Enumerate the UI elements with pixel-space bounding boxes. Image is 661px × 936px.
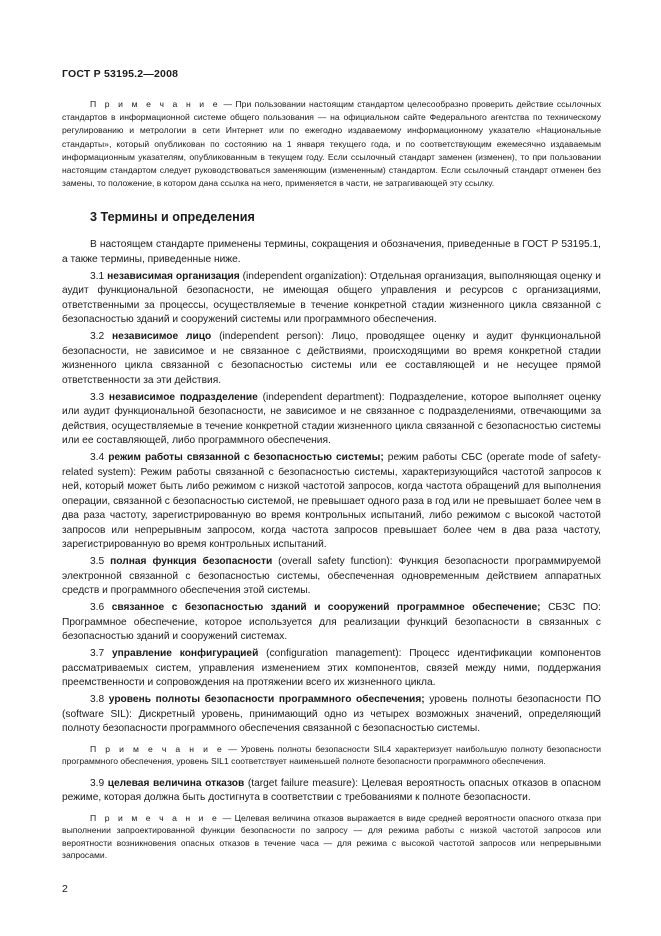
term-3-1 <box>62 270 601 328</box>
note-sil <box>62 743 601 768</box>
term-3-5 <box>62 555 601 599</box>
section-title: 3 Термины и определения <box>90 210 255 225</box>
note-label: П р и м е ч а н и е <box>90 743 225 754</box>
note-label: П р и м е ч а н и е <box>90 99 221 109</box>
note-references <box>62 98 601 190</box>
term-definition: (independent person): Лицо, проводящее оценку и аудит функциональной безопасности, не зависимое и не связанное с действиями, происходящими во время конкретной стадии жизненного цикла связанной с безопасностью системы или ее составляющей и не несущее прямой ответственности за эти действия. <box>62 331 601 386</box>
term-definition: (target failure measure): Целевая вероятность опасных отказов в опасном режиме, которая должна быть достигнута в соответствии с требованиями к полноте безопасности. <box>62 777 601 804</box>
term-3-7 <box>62 647 601 691</box>
note-text: — Уровень полноты безопасности SIL4 характеризует наибольшую полноту безопасности программного обеспечения, уровень SIL1 соответствует наименьшей полноте безопасности программного обеспечения. <box>62 743 602 767</box>
term-definition: уровень полноты безопасности ПО (software SIL): Дискретный уровень, принимающий одно из четырех возможных значений, определяющий полноту безопасности программного обеспечения связанной с безопасностью системы. <box>62 694 601 735</box>
term-number: 3.9 <box>90 777 108 789</box>
term-name: управление конфигурацией <box>111 648 259 660</box>
term-3-8 <box>62 693 601 737</box>
term-name: независимая организация <box>107 270 240 282</box>
term-3-4 <box>62 451 601 553</box>
term-number: 3.4 <box>90 452 109 464</box>
term-name: независимое подразделение <box>108 391 258 403</box>
note-target-failure <box>62 812 601 862</box>
term-name: независимое лицо <box>112 331 212 343</box>
term-definition: СБЗС ПО: Программное обеспечение, которое используется для реализации функций безопасности в связанных с безопасностью зданий и сооружений системах. <box>62 602 601 643</box>
term-name: режим работы связанной с безопасностью системы; <box>108 452 384 464</box>
term-number: 3.5 <box>90 556 111 568</box>
term-3-2 <box>62 330 601 388</box>
term-definition: режим работы СБС (operate mode of safety-related system): Режим работы связанной с безопасностью системы, характеризующийся частотой запросов к ней, который может быть либо режимом с низкой частотой запросов, когда частота обращений для выполнения операции, связанной с безопасностью системой, не превышает одного раза в год или не превышает более чем в два раза частоту, зарегистрированную во время контрольных испытаний, либо режимом с высокой частотой запросов или непрерывным запросом, когда частота запросов превышает более чем в два раза частоту, зарегистрированную во время контрольных испытаний. <box>62 452 601 551</box>
term-number: 3.2 <box>90 331 113 343</box>
term-number: 3.6 <box>90 602 112 614</box>
term-3-9 <box>62 777 601 806</box>
term-definition: (configuration management): Процесс идентификации компонентов рассматриваемых систем, управления изменением этих компонентов, связей между ними, поддержания преемственности и сопровождения на протяжении всего их жизненного цикла. <box>62 648 601 689</box>
term-number: 3.8 <box>90 694 109 706</box>
term-number: 3.3 <box>90 391 109 403</box>
term-3-3 <box>62 391 601 449</box>
term-name: целевая величина отказов <box>107 777 245 789</box>
term-definition: (independent department): Подразделение, которое выполняет оценку или аудит функциональной безопасности, не зависимое и не связанное с подразделениями, отвечающими за действия, осуществляемые в течение конкретной стадии жизненного цикла связанной с безопасностью системы или ее составляющей, либо программного обеспечения. <box>62 391 601 447</box>
note-label: П р и м е ч а н и е <box>90 812 220 823</box>
note-text: — При пользовании настоящим стандартом целесообразно проверить действие ссылочных стандартов в информационной системе общего пользования — на официальном сайте Федерального агентства по техническому регулированию и метрологии в сети Интернет или по ежегодно издаваемому информационному указателю «Национальные стандарты», который опубликован по состоянию на 1 января текущего года, и по соответствующим ежемесячно издаваемым информационным указателям, опубликованным в текущем году. Если ссылочный стандарт заменен (изменен), то при пользовании настоящим стандартом следует руководствоваться заменяющим (измененным) стандартом. Если ссылочный стандарт отменен без замены, то положение, в котором дана ссылка на него, применяется в части, не затрагивающей эту ссылку. <box>62 99 602 189</box>
note-text: — Целевая величина отказов выражается в виде средней вероятности опасного отказа при выполнении запроектированной функции безопасности по запросу — для режима работы с низкой частотой запросов или вероятности возникновения опасных отказов в течение часа — для режима с высокой частотой запросов или непрерывными запросами. <box>62 812 601 860</box>
term-definition: (overall safety function): Функция безопасности программируемой электронной связанной с безопасностью системы, обеспеченная одновременным действием аппаратных средств и программного обеспечения этой системы. <box>62 556 601 597</box>
term-name: связанное с безопасностью зданий и сооружений программное обеспечение; <box>111 602 541 614</box>
term-name: уровень полноты безопасности программного обеспечения; <box>108 694 425 706</box>
term-number: 3.1 <box>90 270 108 282</box>
page-content <box>62 98 601 870</box>
document-header: ГОСТ Р 53195.2—2008 <box>62 68 179 80</box>
term-number: 3.7 <box>90 648 112 660</box>
page-number: 2 <box>62 883 68 895</box>
term-3-6 <box>62 601 601 645</box>
intro-paragraph: В настоящем стандарте применены термины, сокращения и обозначения, приведенные в ГОСТ Р 53195.1, а также термины, приведенные ниже. <box>62 239 601 265</box>
term-name: полная функция безопасности <box>110 556 273 568</box>
term-definition: (independent organization): Отдельная организация, выполняющая оценку и аудит функциональной безопасности, не имеющая общего управления и ресурсов с организациями, ответственными за процессы, осуществляемые в течение конкретной стадии жизненного цикла связанной с безопасностью зданий и сооружений системы или программного обеспечения. <box>62 270 602 326</box>
